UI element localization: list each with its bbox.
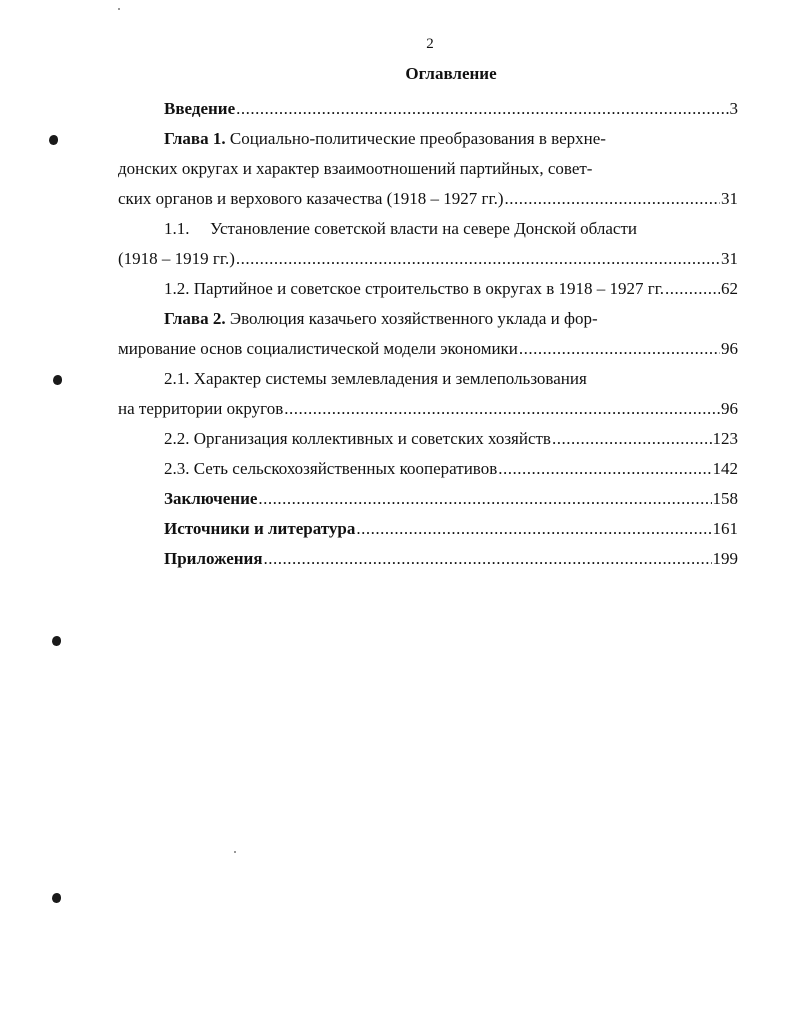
toc-entry-section-1-1-line-2 [118,244,738,274]
table-of-contents [118,94,738,574]
section-number: 1.1. [164,219,190,238]
entry-title: Социально-политические преобразования в верхне- [229,129,606,148]
entry-page: 199 [712,549,738,568]
toc-entry-section-2-3 [118,454,738,484]
entry-title: донских округах и характер взаимоотношений партийных, совет- [118,159,593,178]
entry-title: на территории округов [118,399,284,418]
dot-leader [236,244,720,274]
toc-entry-section-2-1-line-2 [118,394,738,424]
entry-page: 31 [721,249,738,268]
binder-hole-mark [49,135,58,145]
entry-title: 2.2. Организация коллективных и советских хозяйств [164,429,551,448]
dot-leader [552,424,712,454]
dot-leader [519,334,720,364]
entry-page: 161 [712,519,738,538]
toc-title: Оглавление [405,64,497,83]
dot-leader [665,274,720,304]
entry-title: Источники и литература [164,519,356,538]
chapter-label: Глава 2. [164,309,226,328]
binder-hole-mark [52,636,61,646]
toc-entry-chapter-2-line-1 [118,304,738,334]
entry-title: 1.2. Партийное и советское строительство в округах в 1918 – 1927 гг. [164,279,665,298]
toc-entry-conclusion [118,484,738,514]
binder-hole-mark [53,375,62,385]
dot-leader [258,484,711,514]
scan-dust-speck [118,8,120,10]
entry-title: Введение [164,99,236,118]
toc-entry-sources [118,514,738,544]
entry-title: 2.1. Характер системы землевладения и землепользования [164,369,587,388]
dot-leader [264,544,712,574]
entry-page: 3 [729,99,738,118]
entry-page: 142 [712,459,738,478]
entry-page: 31 [721,189,738,208]
entry-page: 96 [721,339,738,358]
entry-title: Установление советской власти на севере Донской области [210,219,638,238]
entry-title: мирование основ социалистической модели экономики [118,339,518,358]
toc-entry-appendix [118,544,738,574]
toc-entry-section-2-2 [118,424,738,454]
binder-hole-mark [52,893,61,903]
entry-title: Приложения [164,549,263,568]
toc-entry-section-1-2 [118,274,738,304]
toc-entry-chapter-1-line-3 [118,184,738,214]
dot-leader [236,94,728,124]
toc-entry-chapter-1-line-2 [118,154,738,184]
toc-entry-chapter-2-line-2 [118,334,738,364]
toc-entry-introduction [118,94,738,124]
dot-leader [498,454,711,484]
entry-title: Заключение [164,489,258,508]
toc-entry-chapter-1-line-1 [118,124,738,154]
chapter-label: Глава 1. [164,129,226,148]
dot-leader [505,184,721,214]
dot-leader [356,514,711,544]
entry-title: 2.3. Сеть сельскохозяйственных кооперативов [164,459,498,478]
entry-page: 62 [721,279,738,298]
entry-page: 158 [712,489,738,508]
toc-entry-section-2-1-line-1 [118,364,738,394]
entry-title: Эволюция казачьего хозяйственного уклада и фор- [229,309,598,328]
toc-entry-section-1-1-line-1 [118,214,738,244]
entry-title: ских органов и верхового казачества (1918 – 1927 гг.) [118,189,504,208]
page-number: 2 [426,36,434,52]
dot-leader [284,394,720,424]
entry-title: (1918 – 1919 гг.) [118,249,235,268]
scan-dust-speck [234,851,236,853]
entry-page: 123 [712,429,738,448]
entry-page: 96 [721,399,738,418]
